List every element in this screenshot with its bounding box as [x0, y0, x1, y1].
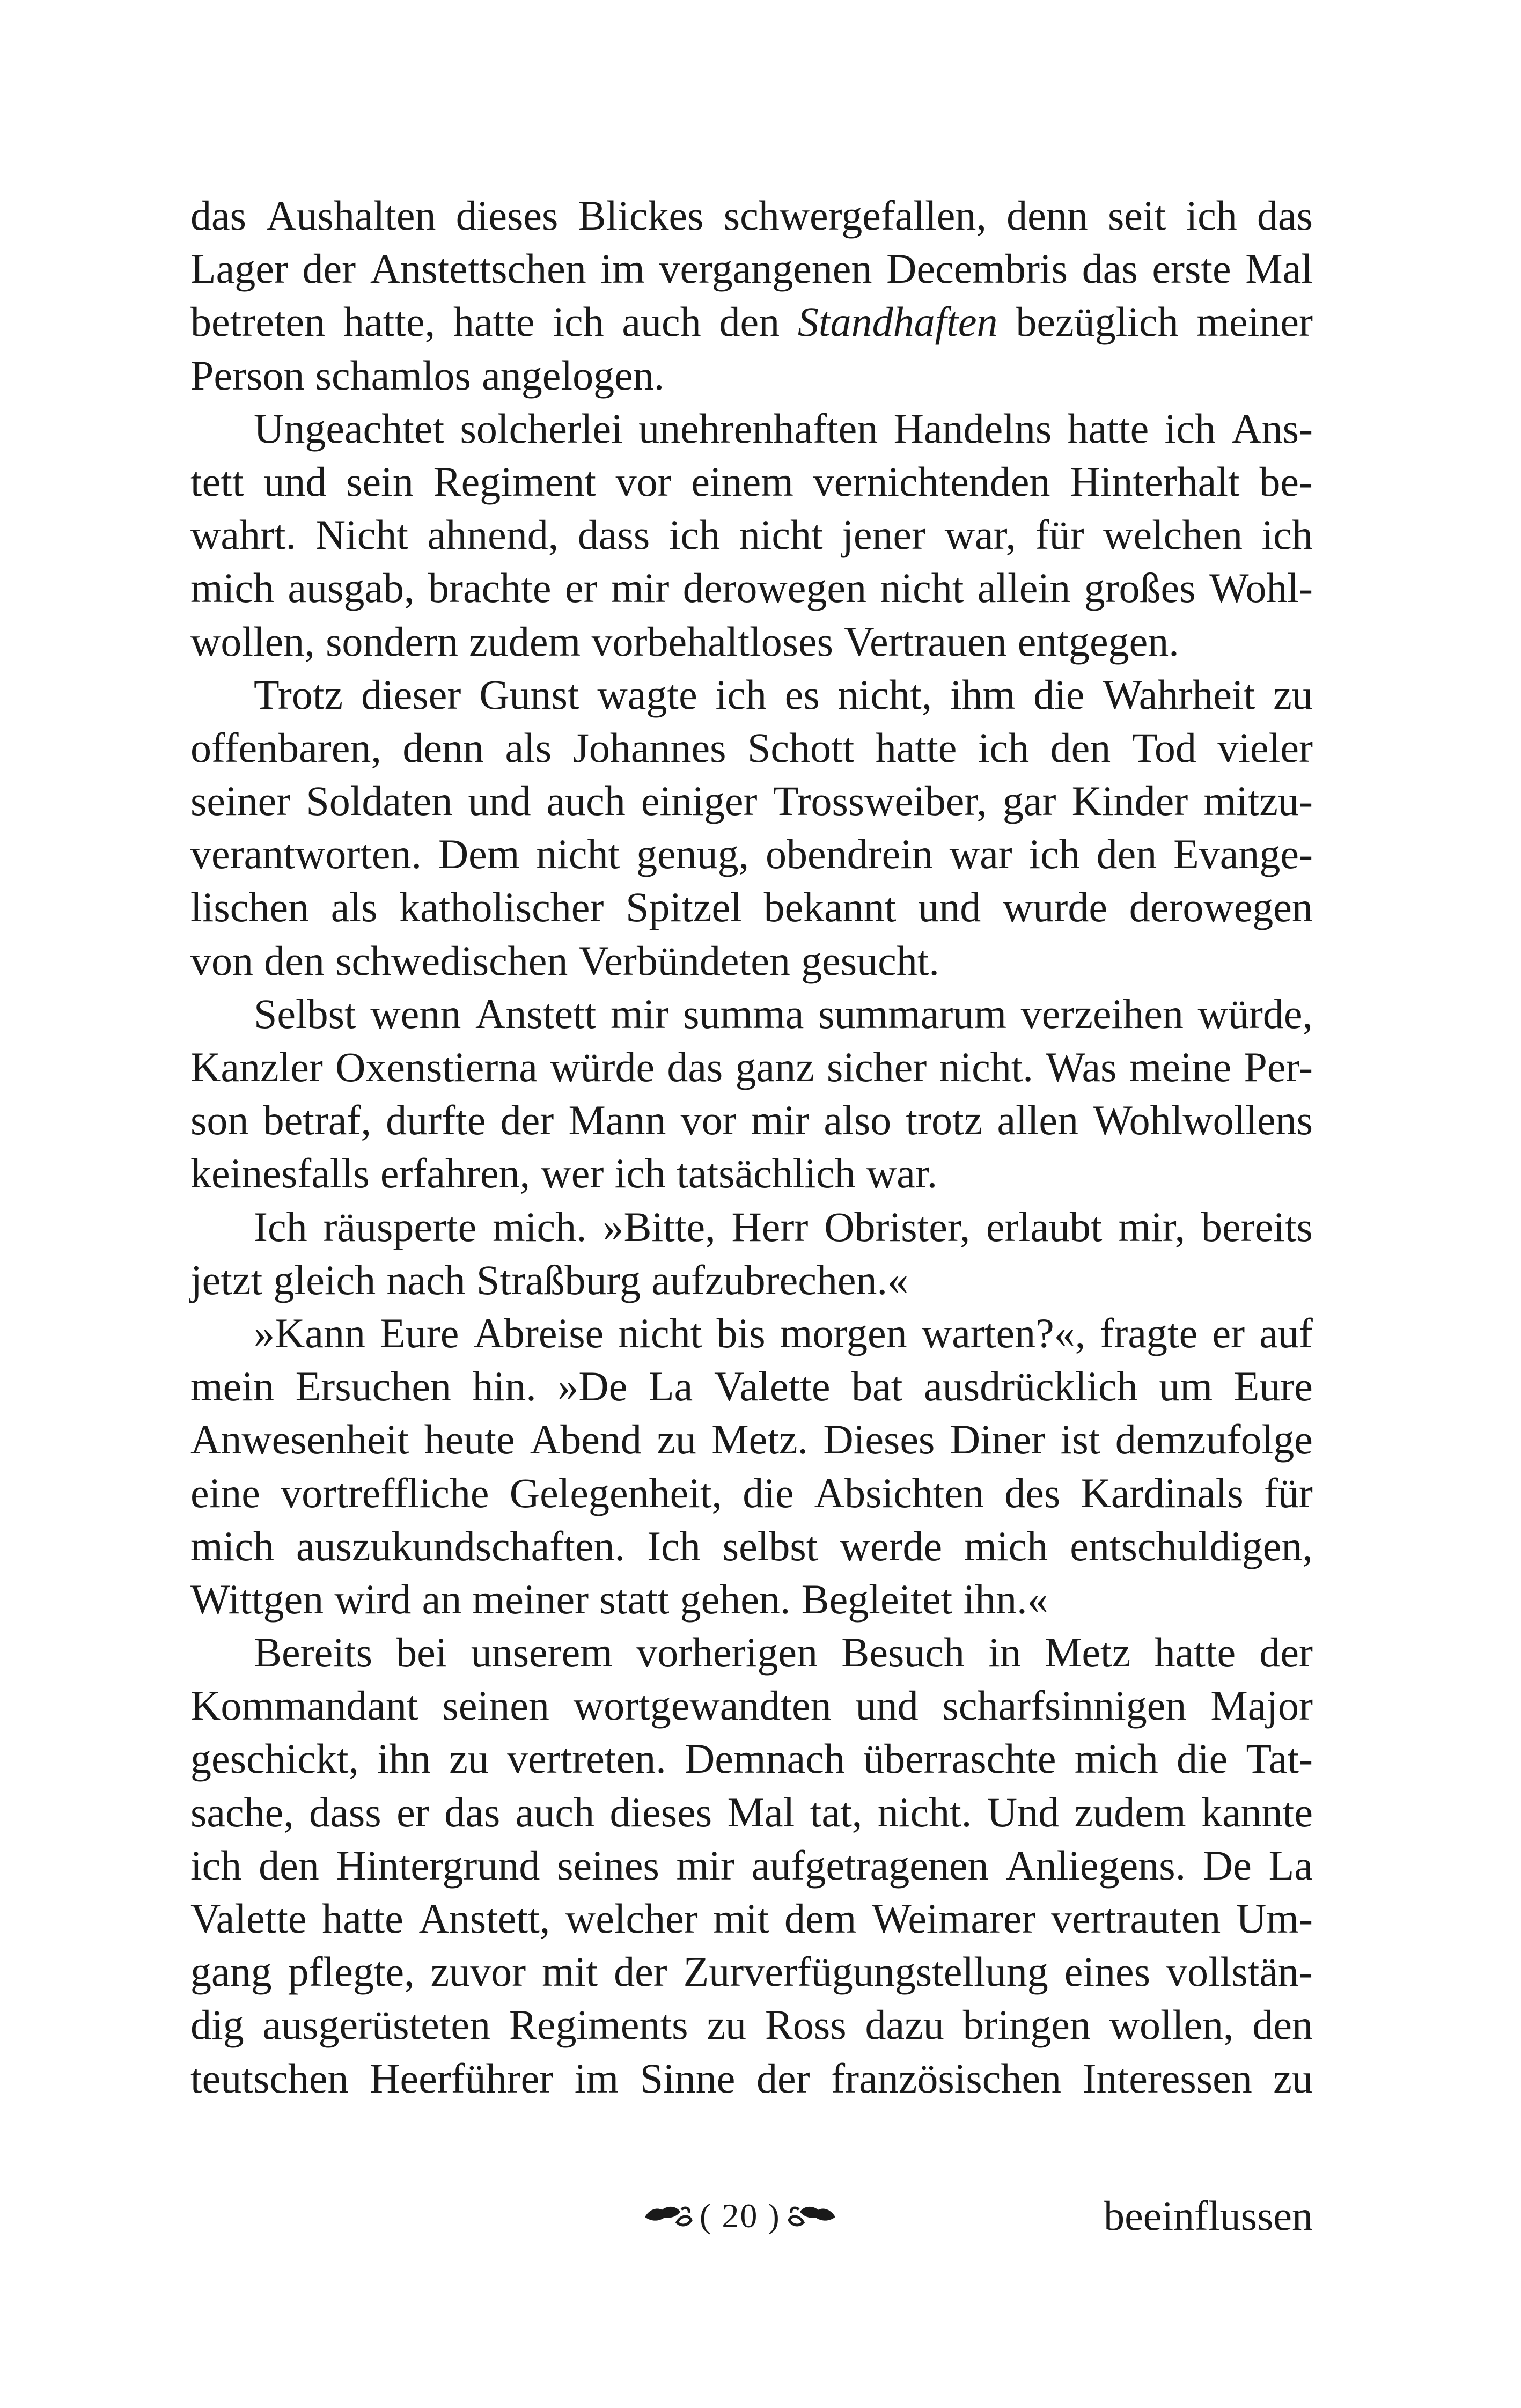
text-line: sache, dass er das auch dieses Mal tat, nicht. Und zudem kannte — [190, 1788, 1313, 1836]
leaf-ornament-right-icon — [787, 2199, 839, 2233]
text-line: Person schamlos angelogen. — [190, 351, 665, 399]
text-line: teutschen Heerführer im Sinne der französischen Interessen zu — [190, 2054, 1313, 2102]
text-line: mich ausgab, brachte er mir derowegen nicht allein großes Wohl- — [190, 564, 1313, 612]
text-line: geschickt, ihn zu vertreten. Demnach überraschte mich die Tat- — [190, 1735, 1313, 1782]
text-line: das Aushalten dieses Blickes schwergefallen, denn seit ich das — [190, 192, 1313, 239]
text-line: wollen, sondern zudem vorbehaltloses Vertrauen entgegen. — [190, 618, 1179, 665]
text-line: Lager der Anstettschen im vergangenen Decembris das erste Mal — [190, 245, 1313, 292]
text-line: Wittgen wird an meiner statt gehen. Begleitet ihn.« — [190, 1575, 1048, 1623]
text-line: tett und sein Regiment vor einem vernichtenden Hinterhalt be- — [190, 458, 1313, 505]
text-line: von den schwedischen Verbündeten gesucht. — [190, 937, 939, 984]
text-line: offenbaren, denn als Johannes Schott hatte ich den Tod vieler — [190, 724, 1313, 771]
text-line: jetzt gleich nach Straßburg aufzubrechen.« — [190, 1256, 908, 1303]
text-line: seiner Soldaten und auch einiger Trossweiber, gar Kinder mitzu- — [190, 777, 1313, 825]
text-line: verantworten. Dem nicht genug, obendrein war ich den Evange- — [190, 831, 1313, 878]
text-line: wahrt. Nicht ahnend, dass ich nicht jener war, für welchen ich — [190, 511, 1313, 559]
text-line: Bereits bei unserem vorherigen Besuch in Metz hatte der — [254, 1629, 1313, 1676]
text-line: »Kann Eure Abreise nicht bis morgen warten?«, fragte er auf — [254, 1309, 1313, 1356]
text-line: mein Ersuchen hin. »De La Valette bat ausdrücklich um Eure — [190, 1363, 1313, 1410]
leaf-ornament-left-icon — [642, 2199, 693, 2233]
text-line: Ich räusperte mich. »Bitte, Herr Obrister, erlaubt mir, bereits — [254, 1203, 1313, 1250]
text-line: mich auszukundschaften. Ich selbst werde mich entschuldigen, — [190, 1522, 1313, 1569]
text-line: Trotz dieser Gunst wagte ich es nicht, ihm die Wahrheit zu — [254, 671, 1313, 718]
text-line: Valette hatte Anstett, welcher mit dem Weimarer vertrauten Um- — [190, 1895, 1313, 1942]
text-line: betreten hatte, hatte ich auch den Standhaften bezüglich meiner — [190, 298, 1313, 346]
text-line: gang pflegte, zuvor mit der Zurverfügungstellung eines vollstän- — [190, 1948, 1313, 1995]
text-line: son betraf, durfte der Mann vor mir also trotz allen Wohlwollens — [190, 1097, 1313, 1144]
page-number: ( 20 ) — [700, 2197, 781, 2235]
catchword: beeinflussen — [1104, 2192, 1313, 2239]
text-line: Kommandant seinen wortgewandten und scharfsinnigen Major — [190, 1682, 1313, 1729]
text-line: Ungeachtet solcherlei unehrenhaften Handelns hatte ich Ans- — [254, 405, 1313, 452]
text-line: keinesfalls erfahren, wer ich tatsächlich war. — [190, 1150, 938, 1197]
body-text — [190, 189, 1313, 2105]
page-number-group — [642, 2189, 839, 2243]
text-line: dig ausgerüsteten Regiments zu Ross dazu bringen wollen, den — [190, 2001, 1313, 2049]
text-line: Anwesenheit heute Abend zu Metz. Dieses Diner ist demzufolge — [190, 1416, 1313, 1463]
text-line: Kanzler Oxenstierna würde das ganz sicher nicht. Was meine Per- — [190, 1044, 1313, 1090]
page-footer — [0, 2189, 1521, 2248]
text-line: eine vortreffliche Gelegenheit, die Absichten des Kardinals für — [190, 1469, 1313, 1516]
text-line: Selbst wenn Anstett mir summa summarum verzeihen würde, — [254, 990, 1313, 1037]
text-line: ich den Hintergrund seines mir aufgetragenen Anliegens. De La — [190, 1841, 1313, 1889]
text-line: lischen als katholischer Spitzel bekannt und wurde derowegen — [190, 884, 1313, 931]
